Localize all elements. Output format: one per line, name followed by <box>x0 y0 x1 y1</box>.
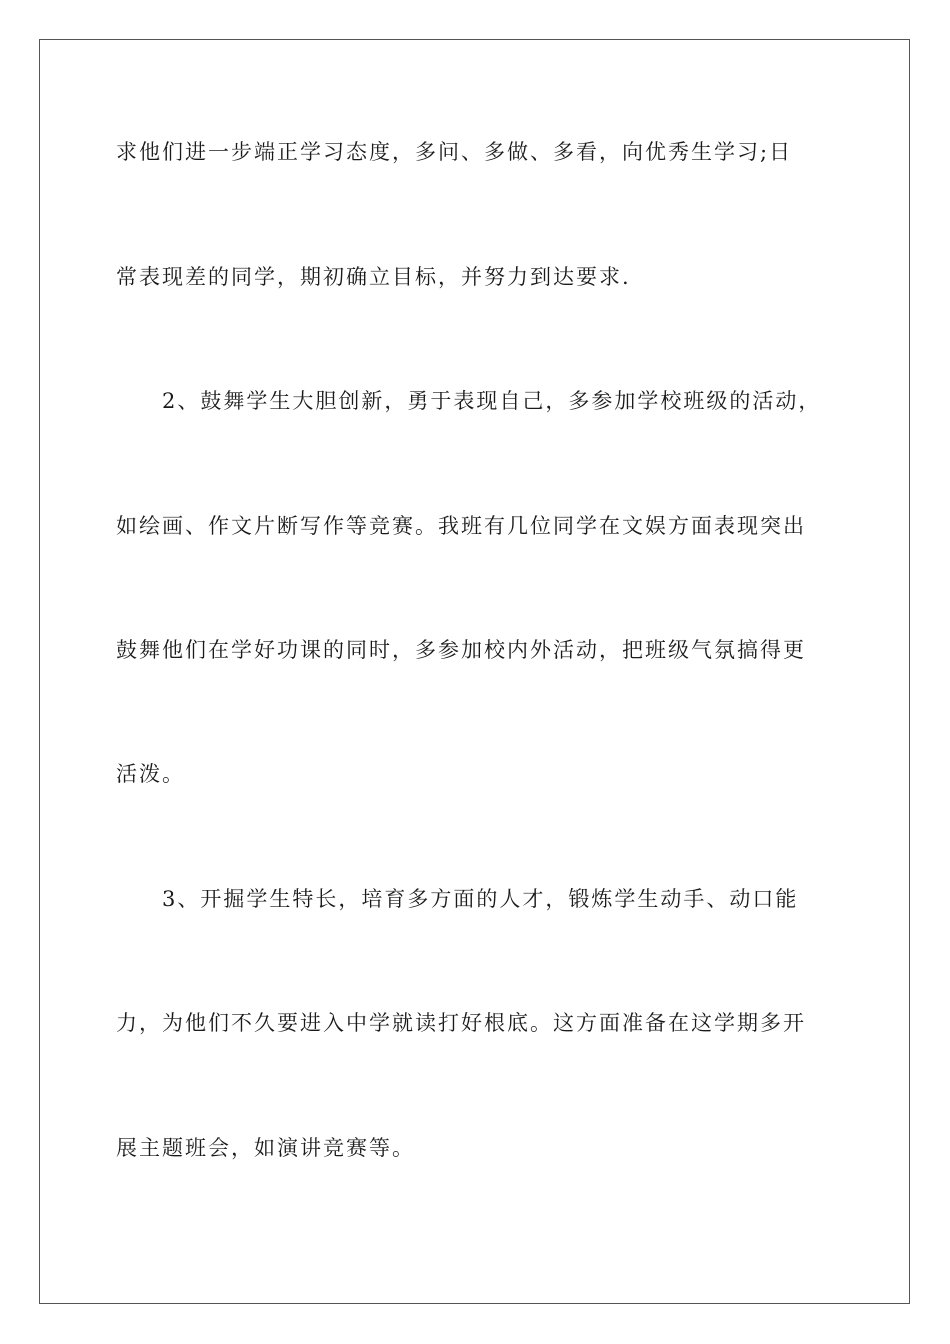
text-line: 活泼。 <box>116 762 185 786</box>
text-line: 力，为他们不久要进入中学就读打好根底。这方面准备在这学期多开 <box>116 1011 806 1035</box>
text-line: 求他们进一步端正学习态度，多问、多做、多看，向优秀生学习;日 <box>116 140 793 164</box>
page-border <box>39 39 910 1304</box>
text-line: 展主题班会，如演讲竞赛等。 <box>116 1136 415 1160</box>
text-line: 如绘画、作文片断写作等竞赛。我班有几位同学在文娱方面表现突出 <box>116 514 806 538</box>
paragraph-start-line: 3、开掘学生特长，培育多方面的人才，锻炼学生动手、动口能 <box>162 887 799 911</box>
text-line: 鼓舞他们在学好功课的同时，多参加校内外活动，把班级气氛搞得更 <box>116 638 806 662</box>
text-line: 常表现差的同学，期初确立目标，并努力到达要求. <box>116 265 631 289</box>
paragraph-start-line: 2、鼓舞学生大胆创新，勇于表现自己，多参加学校班级的活动， <box>162 389 822 413</box>
